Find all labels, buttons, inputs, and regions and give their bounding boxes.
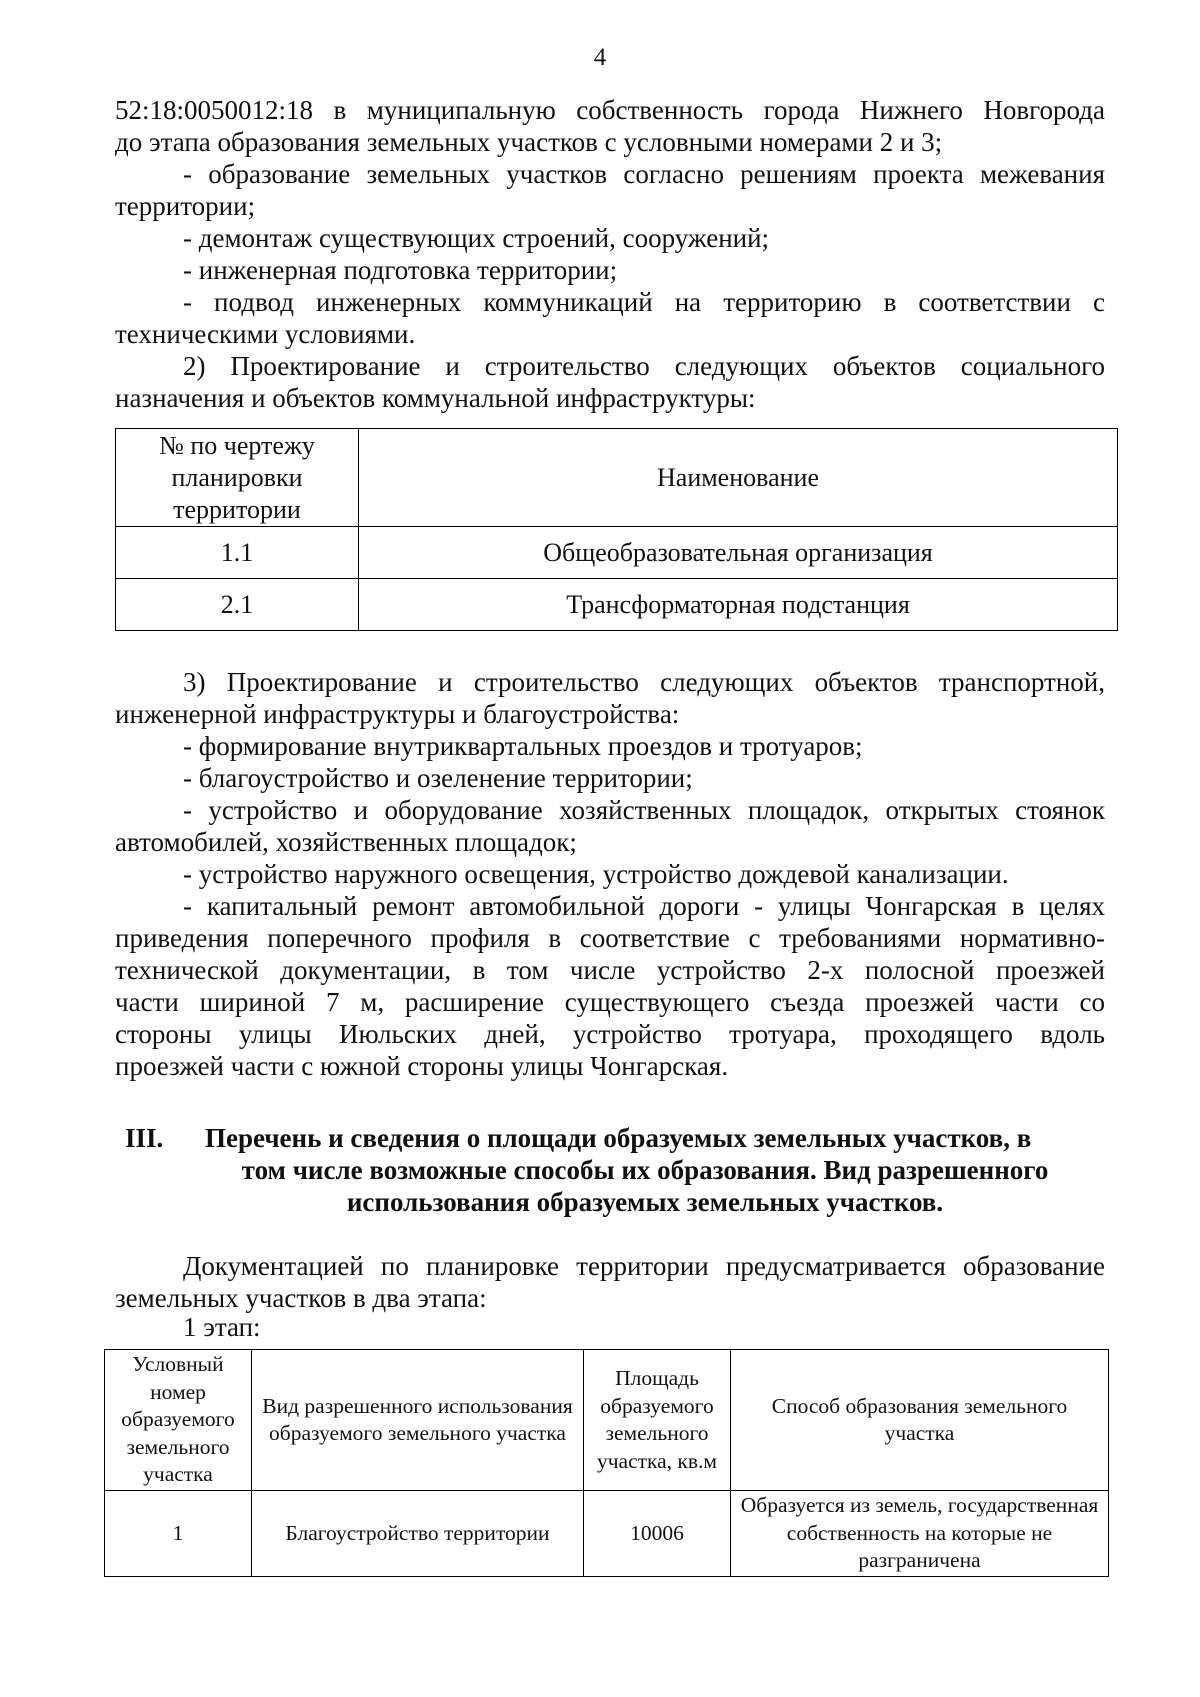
- table-header-cell: Площадь образуемого земельного участка, кв.м: [584, 1350, 731, 1491]
- text-line: 1 этап:: [183, 1312, 261, 1342]
- text-line: инженерной инфраструктуры и благоустройства:: [115, 699, 680, 729]
- table-row: [116, 527, 1118, 579]
- table-header-cell: Вид разрешенного использования образуемого земельного участка: [252, 1350, 584, 1491]
- table-row: [105, 1491, 1109, 1577]
- top-paragraph: [115, 94, 1105, 414]
- table-cell: 2.1: [116, 579, 359, 631]
- text-line: стороны улицы Июльских дней, устройство тротуара, проходящего вдоль: [115, 1019, 1105, 1049]
- text-line: территории;: [115, 191, 256, 221]
- table-row: [116, 579, 1118, 631]
- text-line: назначения и объектов коммунальной инфраструктуры:: [115, 383, 756, 413]
- table-header-row: [116, 429, 1118, 527]
- text-line: Документацией по планировке территории предусматривается образование: [183, 1251, 1105, 1281]
- table-header-cell: Наименование: [359, 429, 1118, 527]
- text-line: автомобилей, хозяйственных площадок;: [115, 827, 577, 857]
- text-line: - инженерная подготовка территории;: [183, 255, 618, 285]
- section-title-line: использования образуемых земельных участков.: [346, 1187, 944, 1217]
- table-header-cell: № по чертежу планировки территории: [116, 429, 359, 527]
- table-header-cell: Условный номер образуемого земельного участка: [105, 1350, 252, 1491]
- middle-paragraph: [115, 666, 1105, 1082]
- text-line: - образование земельных участков согласно решениям проекта межевания: [183, 159, 1105, 189]
- table-cell: Образуется из земель, государственная собственность на которые не разграничена: [731, 1491, 1109, 1577]
- page-number: 4: [593, 44, 607, 71]
- text-line: - подвод инженерных коммуникаций на территорию в соответствии с: [183, 287, 1105, 317]
- text-line: - формирование внутриквартальных проездов и тротуаров;: [183, 731, 863, 761]
- table-header-row: [105, 1350, 1109, 1491]
- text-line: - капитальный ремонт автомобильной дороги - улицы Чонгарская в целях: [183, 891, 1105, 921]
- table-cell: Трансформаторная подстанция: [359, 579, 1118, 631]
- section-title: [205, 1122, 1085, 1218]
- text-line: 3) Проектирование и строительство следующих объектов транспортной,: [183, 667, 1105, 697]
- section-title-line: Перечень и сведения о площади образуемых земельных участков, в: [205, 1123, 1032, 1153]
- text-line: приведения поперечного профиля в соответствие с требованиями нормативно-: [115, 923, 1105, 953]
- text-line: до этапа образования земельных участков с условными номерами 2 и 3;: [115, 127, 943, 157]
- table-cell: Благоустройство территории: [252, 1491, 584, 1577]
- intro-paragraph: [115, 1250, 1105, 1342]
- text-line: техническими условиями.: [115, 319, 416, 349]
- section-numeral: III.: [125, 1123, 164, 1153]
- text-line: проезжей части с южной стороны улицы Чонгарская.: [115, 1051, 729, 1081]
- table-header-cell: Способ образования земельного участка: [731, 1350, 1109, 1491]
- table-cell: 1: [105, 1491, 252, 1577]
- text-line: - устройство наружного освещения, устройство дождевой канализации.: [183, 859, 1009, 889]
- text-line: земельных участков в два этапа:: [115, 1283, 487, 1313]
- text-line: технической документации, в том числе устройство 2-х полосной проезжей: [115, 955, 1105, 985]
- text-line: - демонтаж существующих строений, сооружений;: [183, 223, 770, 253]
- text-line: 2) Проектирование и строительство следующих объектов социального: [183, 351, 1105, 381]
- table-cell: Общеобразовательная организация: [359, 527, 1118, 579]
- table-cell: 1.1: [116, 527, 359, 579]
- text-line: - благоустройство и озеленение территории;: [183, 763, 693, 793]
- objects-table: [115, 428, 1118, 631]
- text-line: части шириной 7 м, расширение существующего съезда проезжей части со: [115, 987, 1105, 1017]
- text-line: 52:18:0050012:18 в муниципальную собственность города Нижнего Новгорода: [115, 95, 1105, 125]
- land-plots-table: [104, 1349, 1109, 1577]
- section-title-line: том числе возможные способы их образования. Вид разрешенного: [241, 1155, 1049, 1185]
- table-cell: 10006: [584, 1491, 731, 1577]
- text-line: - устройство и оборудование хозяйственных площадок, открытых стоянок: [183, 795, 1105, 825]
